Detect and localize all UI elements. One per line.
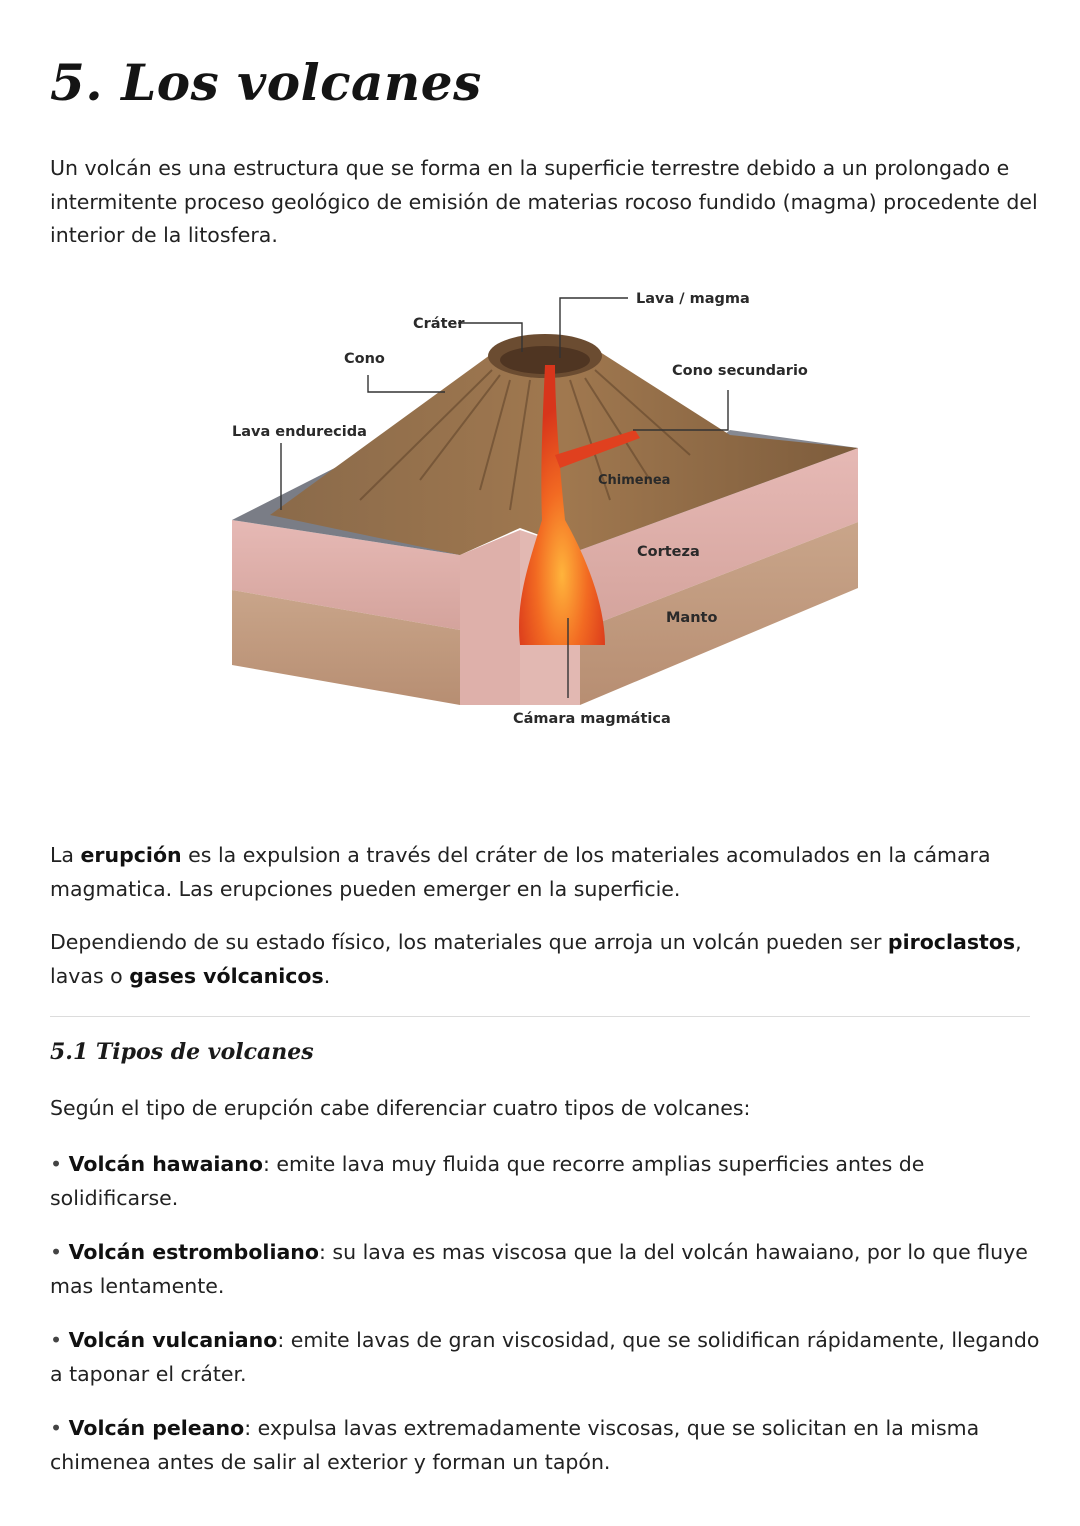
section-divider <box>50 1016 1030 1017</box>
label-crater: Cráter <box>413 316 465 332</box>
section-subtitle: 5.1 Tipos de volcanes <box>50 1039 314 1065</box>
type-name: Volcán hawaiano <box>68 1152 263 1176</box>
label-lava-magma: Lava / magma <box>636 291 750 307</box>
label-mantle: Manto <box>666 610 718 626</box>
list-item: • Volcán vulcaniano: emite lavas de gran viscosidad, que se solidifican rápidamente, llegando a taponar el cráter. <box>50 1328 1040 1386</box>
term-volcanic-gases: gases vólcanicos <box>129 963 324 988</box>
label-crust: Corteza <box>637 544 700 560</box>
intro-paragraph: Un volcán es una estructura que se forma en la superficie terrestre debido a un prolongado e intermitente proceso geológico de emisión de materias rocoso fundido (magma) procedente del interior de la litosfera. <box>50 156 1038 247</box>
term-pyroclasts: piroclastos <box>887 930 1016 954</box>
page-title: 5. Los volcanes <box>50 53 482 112</box>
types-intro: Según el tipo de erupción cabe diferenciar cuatro tipos de volcanes: <box>50 1096 751 1120</box>
label-cone: Cono <box>344 351 385 367</box>
type-name: Volcán estromboliano <box>68 1240 319 1264</box>
type-name: Volcán vulcaniano <box>68 1328 278 1352</box>
label-secondary-cone: Cono secundario <box>672 363 808 379</box>
label-chimney: Chimenea <box>598 473 671 488</box>
term-eruption: erupción <box>80 843 182 867</box>
list-item: • Volcán peleano: expulsa lavas extremadamente viscosas, que se solicitan en la misma chimenea antes de salir al exterior y forman un tapón. <box>50 1416 980 1474</box>
volcano-diagram <box>210 270 870 740</box>
volcano-types-list <box>50 1148 1040 1500</box>
list-item: • Volcán estromboliano: su lava es mas viscosa que la del volcán hawaiano, por lo que fluye mas lentamente. <box>50 1240 1028 1298</box>
label-hardened-lava: Lava endurecida <box>232 424 367 440</box>
eruption-paragraph: La erupción es la expulsion a través del cráter de los materiales acomulados en la cámara magmatica. Las erupciones pueden emerger en la superficie. <box>50 843 991 901</box>
materials-paragraph: Dependiendo de su estado físico, los materiales que arroja un volcán pueden ser piroclastos, lavas o gases vólcanicos. <box>50 930 1022 988</box>
list-item: • Volcán hawaiano: emite lava muy fluida que recorre amplias superficies antes de solidificarse. <box>50 1152 925 1210</box>
type-name: Volcán peleano <box>68 1416 245 1440</box>
label-magma-chamber: Cámara magmática <box>513 711 671 727</box>
